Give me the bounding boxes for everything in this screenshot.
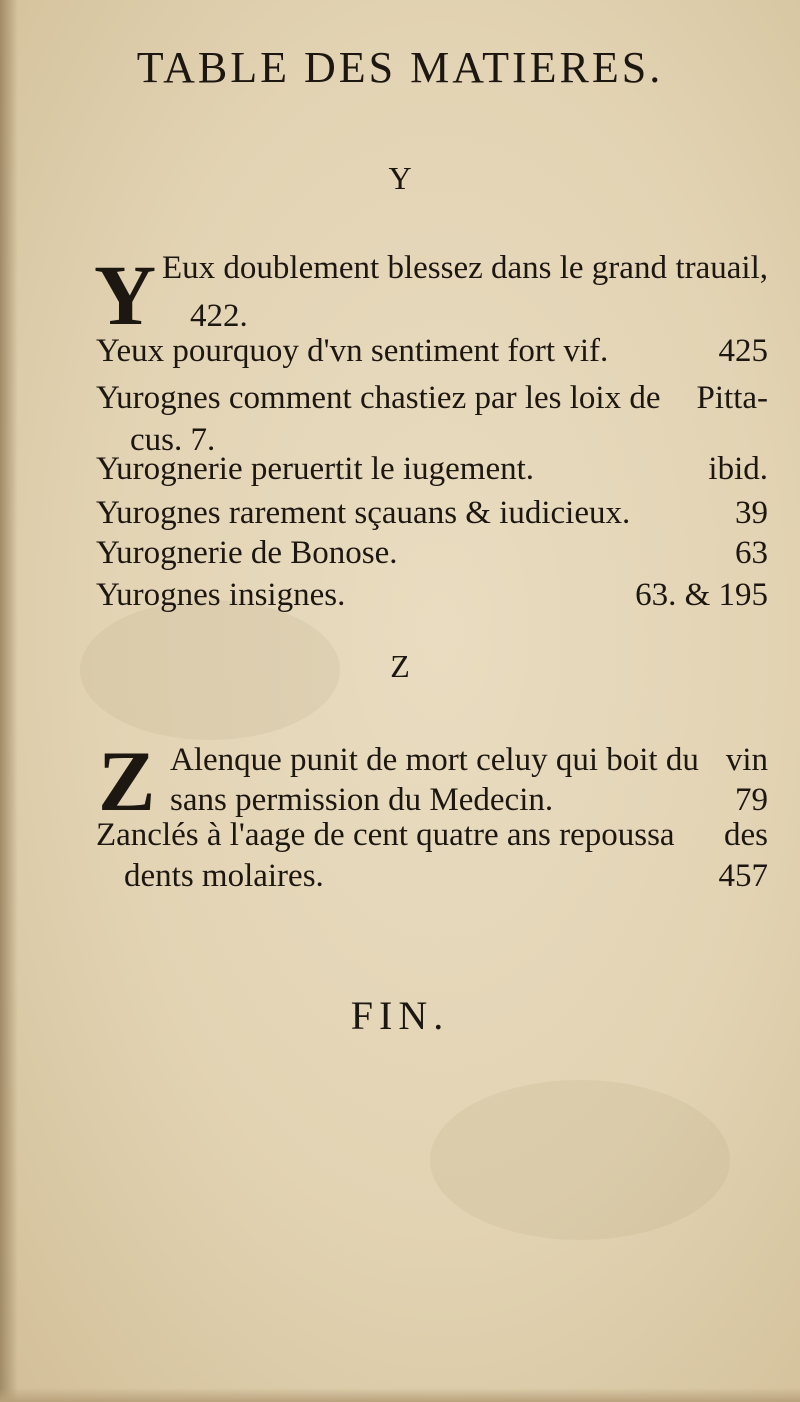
entry-page: ibid.	[708, 451, 768, 487]
entry-page: 79	[735, 782, 768, 818]
entry-text: Yurognes insignes.	[96, 577, 346, 613]
page-title: TABLE DES MATIERES.	[136, 43, 664, 92]
entry-text: Yurognes comment chastiez par les loix de	[96, 380, 661, 416]
entry-page: 39	[735, 495, 768, 531]
entry-text: Yurognerie de Bonose.	[96, 535, 398, 571]
entry-text: Yurognerie peruertit le iugement.	[96, 451, 535, 487]
entry-continuation: cus. 7.	[130, 422, 216, 458]
index-entry	[96, 375, 768, 422]
section-heading-y: Y	[388, 160, 412, 196]
entry-page: des	[724, 817, 768, 853]
entry-text: Yeux pourquoy d'vn sentiment fort vif.	[96, 333, 609, 369]
drop-cap-y: Y	[94, 247, 157, 343]
entry-text: sans permission du Medecin.	[170, 782, 554, 818]
entry-continuation: 422.	[190, 298, 248, 334]
entry-text: Yurognes rarement sçauans & iudicieux.	[96, 495, 631, 531]
entry-text: dents molaires.	[124, 858, 324, 894]
entry-page: trauail,	[675, 250, 768, 286]
index-entry	[170, 742, 768, 779]
index-entry	[96, 446, 768, 493]
index-entry	[162, 250, 768, 287]
entry-page: 425	[718, 333, 768, 369]
entry-text: Alenque punit de mort celuy qui boit du	[170, 742, 699, 778]
section-heading-z: Z	[390, 648, 410, 684]
paper-stain	[430, 1080, 730, 1240]
entry-continuation	[124, 858, 768, 895]
entry-page: 457	[718, 858, 768, 894]
index-entry	[96, 328, 768, 375]
entry-page: Pitta-	[696, 380, 768, 416]
entry-text: Zanclés à l'aage de cent quatre ans repoussa	[96, 817, 675, 853]
entry-text: Eux doublement blessez dans le grand	[162, 250, 667, 286]
page-edge-shadow	[0, 0, 18, 1402]
page-bottom-shadow	[0, 1388, 800, 1402]
entry-page: vin	[725, 742, 768, 778]
end-marker: FIN.	[350, 993, 450, 1038]
index-entry	[96, 572, 768, 619]
entry-page: 63	[735, 535, 768, 571]
index-entry	[96, 812, 768, 859]
index-entry	[96, 530, 768, 577]
drop-cap-z: Z	[98, 733, 156, 829]
entry-page: 63. & 195	[635, 577, 768, 613]
